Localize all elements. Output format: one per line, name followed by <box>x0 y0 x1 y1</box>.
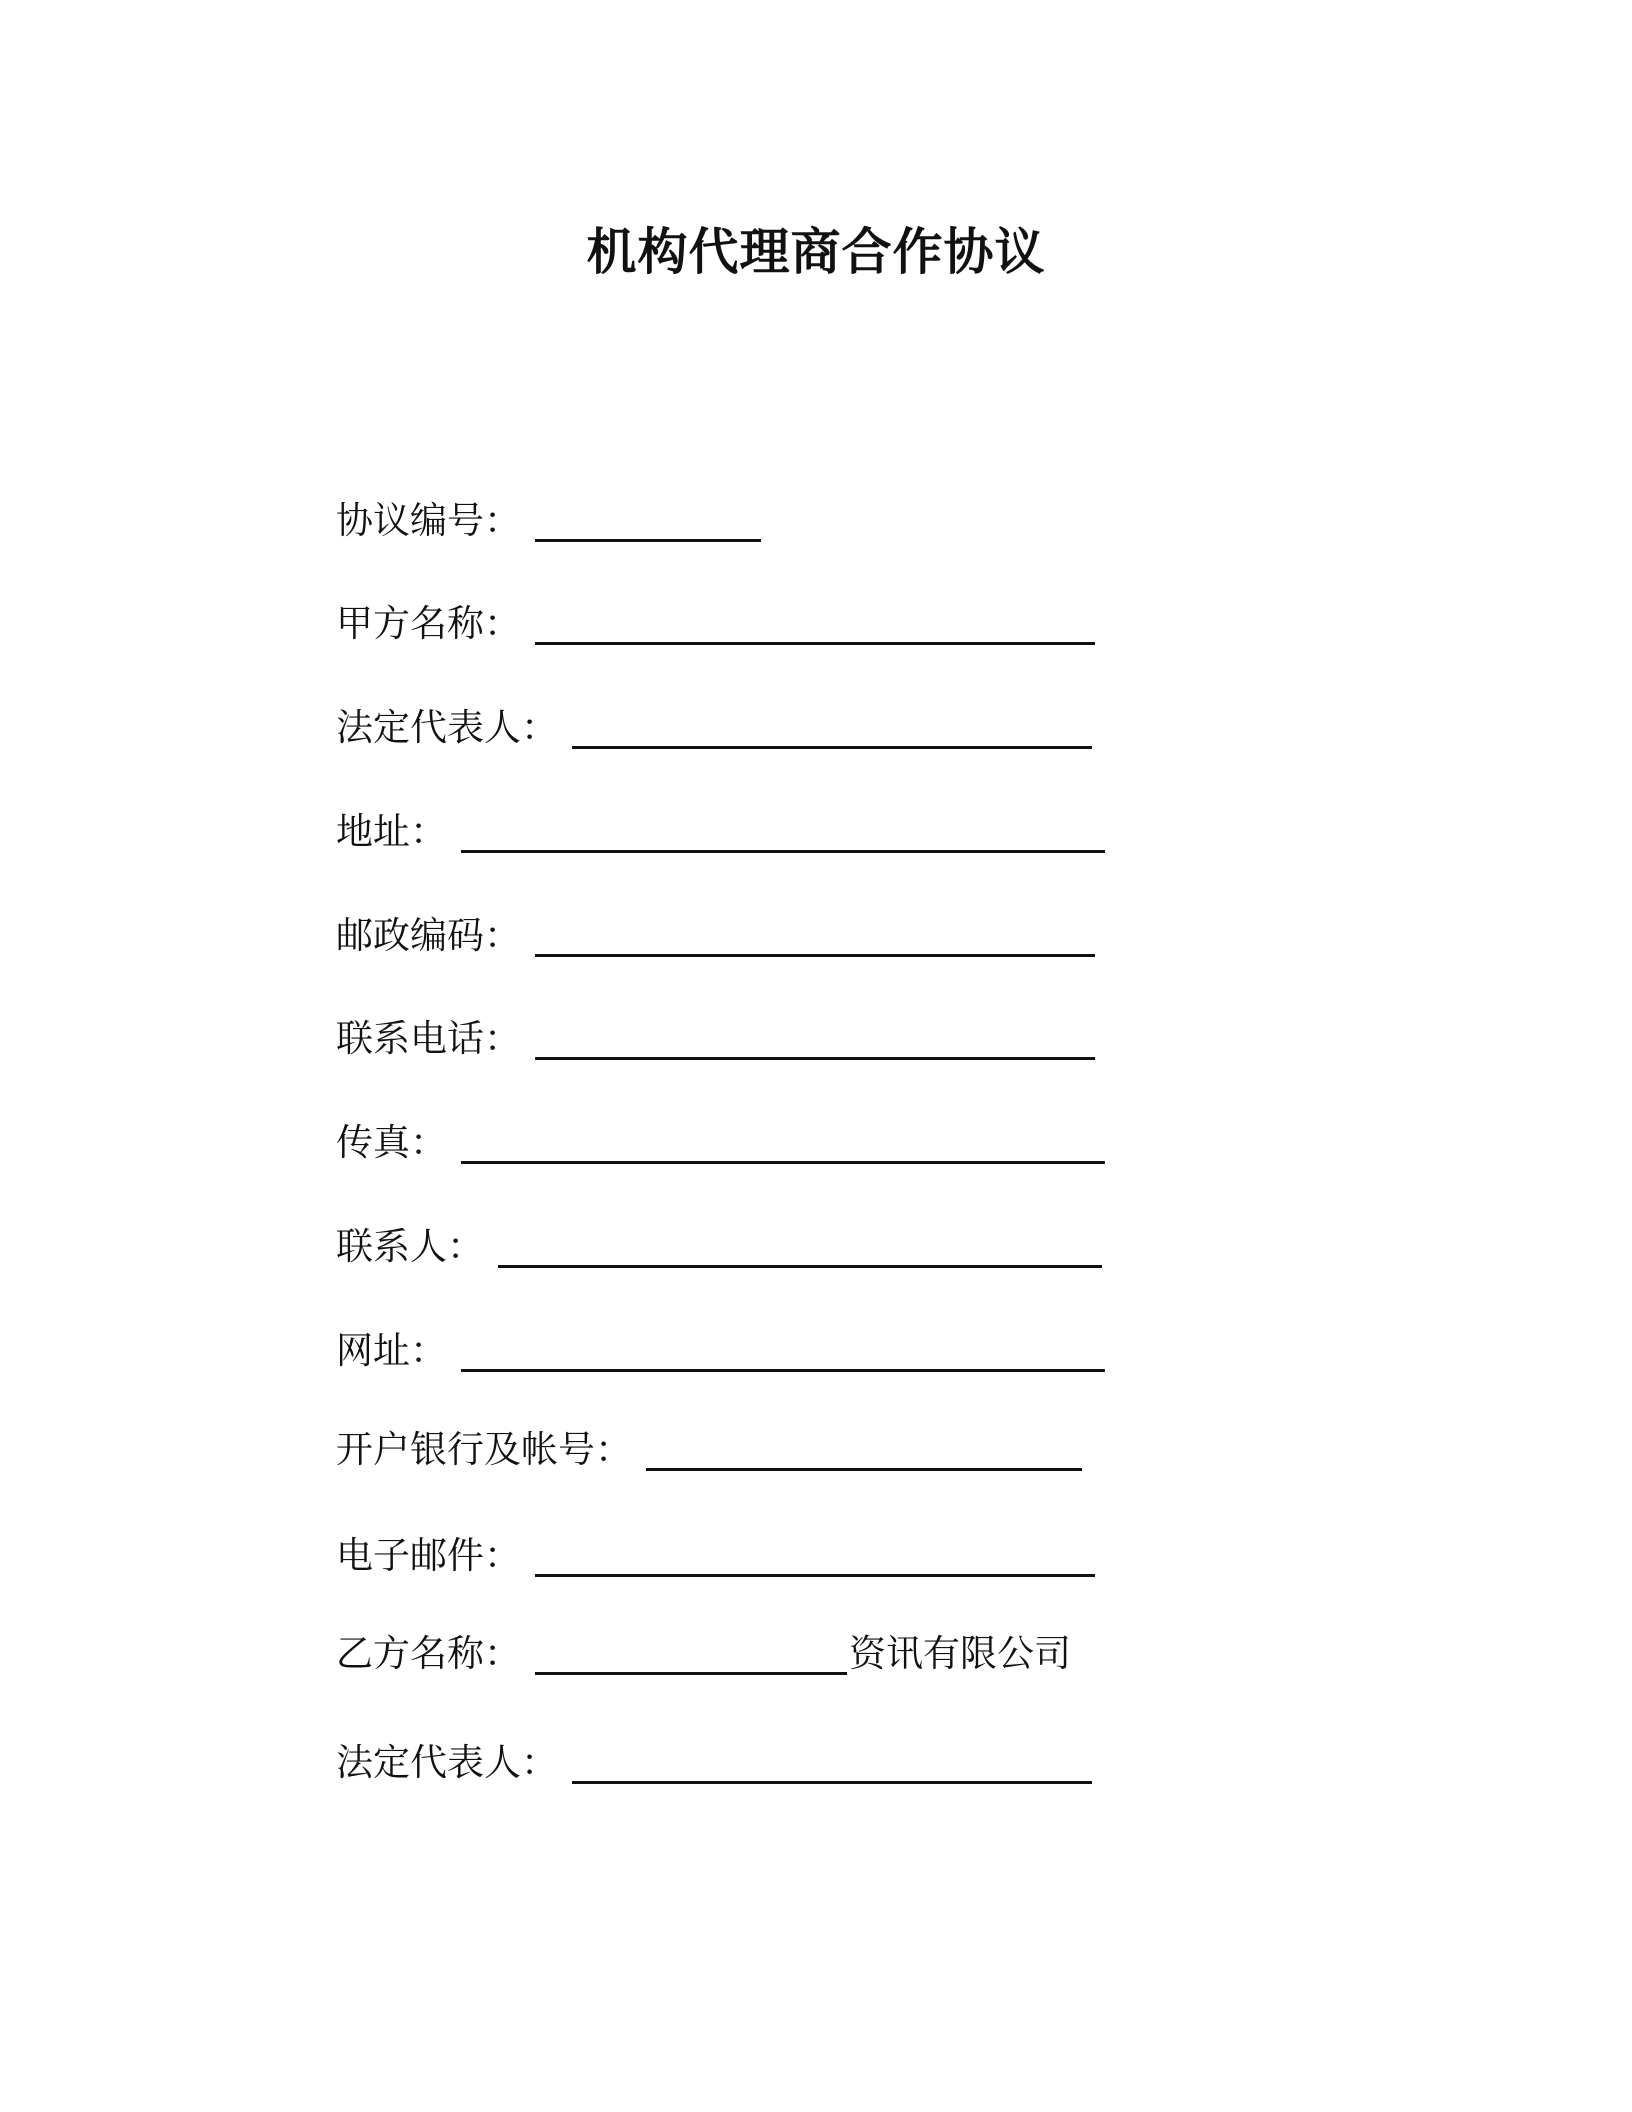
party-a-fax-blank[interactable] <box>461 1121 1105 1164</box>
field-colon: ： <box>484 1017 521 1060</box>
field-agreement-number <box>336 492 761 544</box>
field-label: 地址 <box>336 810 410 853</box>
party-a-address-blank[interactable] <box>461 810 1105 853</box>
field-party-a-email <box>336 1527 1095 1579</box>
field-colon: ： <box>595 1428 632 1471</box>
field-label: 联系人 <box>336 1225 447 1268</box>
field-party-a-phone <box>336 1010 1095 1062</box>
field-colon: ： <box>484 602 521 645</box>
field-label: 电子邮件 <box>336 1534 484 1577</box>
field-label: 开户银行及帐号 <box>336 1428 595 1471</box>
field-label: 邮政编码 <box>336 914 484 957</box>
field-party-a-bank-account <box>336 1421 1082 1473</box>
field-party-b-name <box>336 1625 1071 1677</box>
party-a-email-blank[interactable] <box>535 1534 1095 1577</box>
field-label: 联系电话 <box>336 1017 484 1060</box>
party-a-phone-blank[interactable] <box>535 1017 1095 1060</box>
party-b-name-blank[interactable] <box>535 1632 847 1675</box>
field-party-a-fax <box>336 1114 1105 1166</box>
field-party-a-postal-code <box>336 907 1095 959</box>
field-label: 甲方名称 <box>336 602 484 645</box>
party-a-postal-code-blank[interactable] <box>535 914 1095 957</box>
field-colon: ： <box>410 1121 447 1164</box>
agreement-number-blank[interactable] <box>535 499 761 542</box>
field-colon: ： <box>410 810 447 853</box>
party-b-name-suffix: 资讯有限公司 <box>849 1632 1071 1675</box>
field-colon: ： <box>484 1632 521 1675</box>
field-party-b-legal-rep <box>336 1734 1092 1786</box>
field-party-a-website <box>336 1322 1105 1374</box>
field-label: 网址 <box>336 1329 410 1372</box>
field-party-a-address <box>336 803 1105 855</box>
field-label: 法定代表人 <box>336 706 521 749</box>
party-a-legal-rep-blank[interactable] <box>572 706 1092 749</box>
field-colon: ： <box>410 1329 447 1372</box>
party-a-website-blank[interactable] <box>461 1329 1105 1372</box>
party-a-bank-account-blank[interactable] <box>646 1428 1082 1471</box>
field-party-a-name <box>336 595 1095 647</box>
party-a-name-blank[interactable] <box>535 602 1095 645</box>
field-party-a-contact <box>336 1218 1102 1270</box>
field-colon: ： <box>447 1225 484 1268</box>
field-label: 乙方名称 <box>336 1632 484 1675</box>
field-colon: ： <box>484 914 521 957</box>
field-label: 协议编号 <box>336 499 484 542</box>
field-label: 传真 <box>336 1121 410 1164</box>
field-party-a-legal-rep <box>336 699 1092 751</box>
field-colon: ： <box>484 499 521 542</box>
party-b-legal-rep-blank[interactable] <box>572 1741 1092 1784</box>
party-a-contact-blank[interactable] <box>498 1225 1102 1268</box>
field-label: 法定代表人 <box>336 1741 521 1784</box>
field-colon: ： <box>521 706 558 749</box>
document-title: 机构代理商合作协议 <box>586 223 1046 281</box>
field-colon: ： <box>484 1534 521 1577</box>
field-colon: ： <box>521 1741 558 1784</box>
